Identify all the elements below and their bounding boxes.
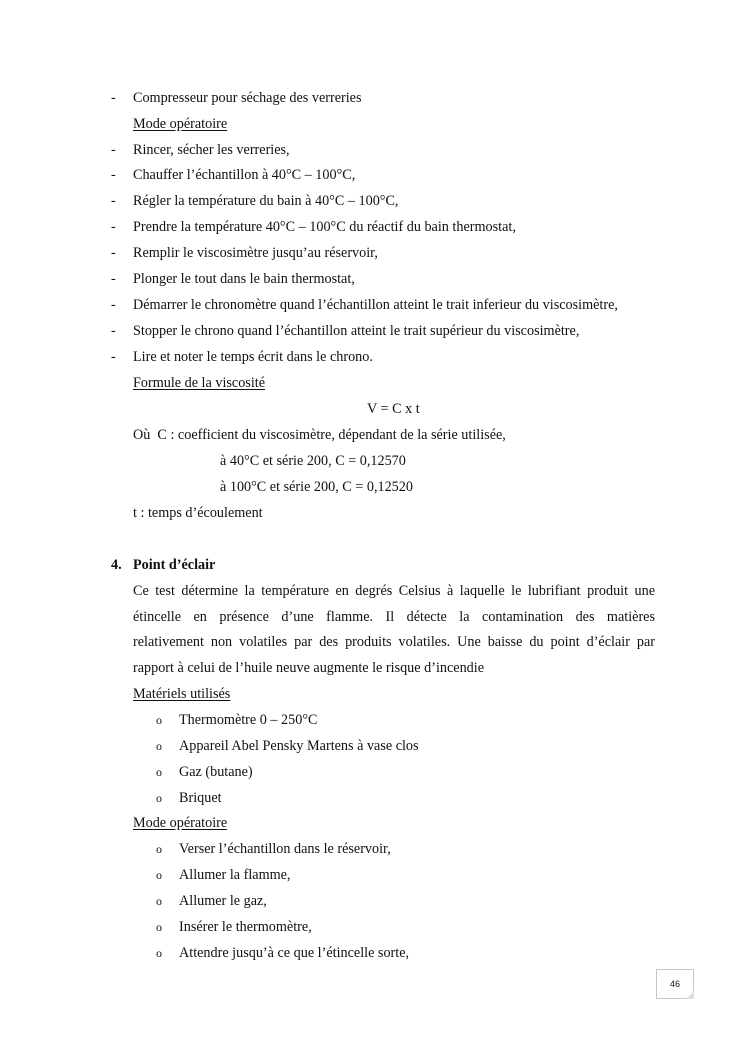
bullet-marker: o: [156, 894, 162, 908]
list-marker: -: [111, 219, 116, 235]
list-marker: -: [111, 271, 116, 287]
list-item: Lire et noter le temps écrit dans le chrono.: [133, 349, 373, 365]
formula-label: Formule de la viscosité: [133, 375, 265, 391]
paragraph-line: étincelle en présence d’une flamme. Il détecte la contamination des matières: [133, 609, 655, 625]
paragraph-line: relativement non volatiles par des produits volatiles. Une baisse du point d’éclair par: [133, 634, 655, 650]
section-number: 4.: [111, 557, 122, 573]
coefficient-definition: Où C : coefficient du viscosimètre, dépendant de la série utilisée,: [133, 427, 506, 443]
bullet-marker: o: [156, 739, 162, 753]
material-item: Appareil Abel Pensky Martens à vase clos: [179, 738, 419, 754]
list-marker: -: [111, 167, 116, 183]
mode-step: Allumer la flamme,: [179, 867, 291, 883]
list-marker: -: [111, 142, 116, 158]
list-item: Stopper le chrono quand l’échantillon atteint le trait supérieur du viscosimètre,: [133, 323, 580, 339]
page-number: 46: [656, 969, 694, 999]
list-marker: -: [111, 90, 116, 106]
materials-label: Matériels utilisés: [133, 686, 231, 702]
list-item: Rincer, sécher les verreries,: [133, 142, 290, 158]
bullet-marker: o: [156, 765, 162, 779]
material-item: Briquet: [179, 790, 222, 806]
bullet-marker: o: [156, 842, 162, 856]
mode-step: Verser l’échantillon dans le réservoir,: [179, 841, 391, 857]
list-marker: -: [111, 245, 116, 261]
bullet-marker: o: [156, 791, 162, 805]
bullet-marker: o: [156, 946, 162, 960]
list-marker: -: [111, 349, 116, 365]
paragraph-line: rapport à celui de l’huile neuve augmente le risque d’incendie: [133, 660, 484, 676]
list-marker: -: [111, 323, 116, 339]
section-title: Point d’éclair: [133, 557, 216, 573]
mode-operatoire-label: Mode opératoire: [133, 815, 228, 831]
material-item: Thermomètre 0 – 250°C: [179, 712, 318, 728]
list-item: Prendre la température 40°C – 100°C du réactif du bain thermostat,: [133, 219, 516, 235]
mode-step: Attendre jusqu’à ce que l’étincelle sorte,: [179, 945, 410, 961]
mode-step: Insérer le thermomètre,: [179, 919, 312, 935]
coefficient-40c: à 40°C et série 200, C = 0,12570: [220, 453, 406, 469]
list-marker: -: [111, 193, 116, 209]
material-item: Gaz (butane): [179, 764, 253, 780]
bullet-marker: o: [156, 868, 162, 882]
viscosity-formula: V = C x t: [367, 401, 420, 417]
bullet-marker: o: [156, 920, 162, 934]
mode-operatoire-label: Mode opératoire: [133, 116, 228, 132]
coefficient-100c: à 100°C et série 200, C = 0,12520: [220, 479, 413, 495]
list-item: Démarrer le chronomètre quand l’échantillon atteint le trait inferieur du viscosimètre,: [133, 297, 618, 313]
list-item: Plonger le tout dans le bain thermostat,: [133, 271, 355, 287]
list-item-compresseur: Compresseur pour séchage des verreries: [133, 90, 362, 106]
list-item: Remplir le viscosimètre jusqu’au réservoir,: [133, 245, 378, 261]
list-marker: -: [111, 297, 116, 313]
list-item: Chauffer l’échantillon à 40°C – 100°C,: [133, 167, 356, 183]
bullet-marker: o: [156, 713, 162, 727]
time-definition: t : temps d’écoulement: [133, 505, 263, 521]
list-item: Régler la température du bain à 40°C – 100°C,: [133, 193, 399, 209]
mode-step: Allumer le gaz,: [179, 893, 267, 909]
paragraph-line: Ce test détermine la température en degrés Celsius à laquelle le lubrifiant produit une: [133, 583, 655, 599]
